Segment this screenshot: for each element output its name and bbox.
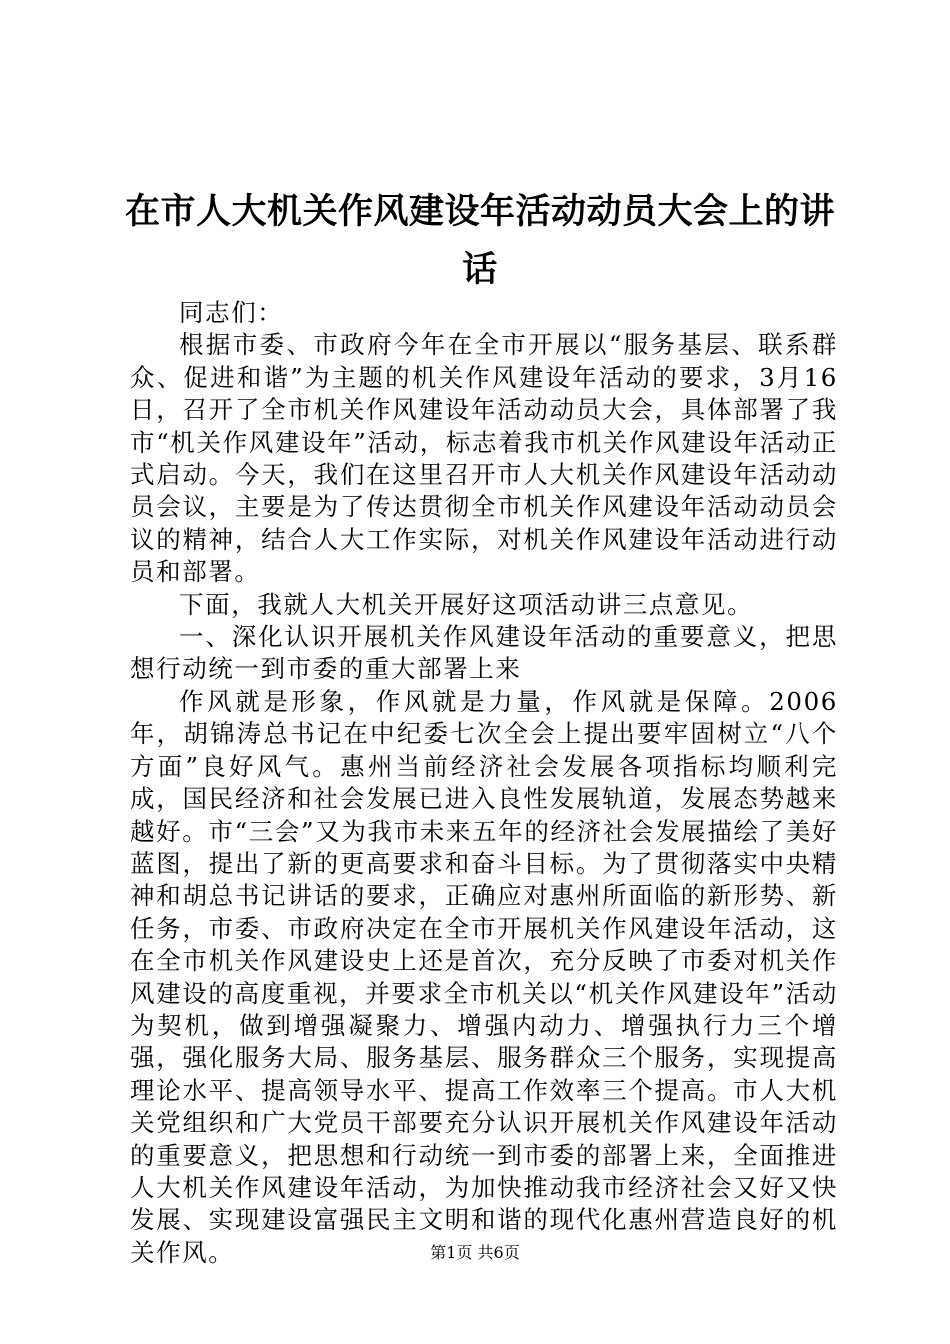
- document-body: [130, 297, 838, 1269]
- section-body-paragraph: 作风就是形象，作风就是力量，作风就是保障。2006年，胡锦涛总书记在中纪委七次全会上提出要牢固树立“八个方面”良好风气。惠州当前经济社会发展各项指标均顺利完成，国民经济和社会发展已进入良性发展轨道，发展态势越来越好。市“三会”又为我市未来五年的经济社会发展描绘了美好蓝图，提出了新的更高要求和奋斗目标。为了贯彻落实中央精神和胡总书记讲话的要求，正确应对惠州所面临的新形势、新任务，市委、市政府决定在全市开展机关作风建设年活动，这在全市机关作风建设史上还是首次，充分反映了市委对机关作风建设的高度重视，并要求全市机关以“机关作风建设年”活动为契机，做到增强凝聚力、增强内动力、增强执行力三个增强，强化服务大局、服务基层、服务群众三个服务，实现提高理论水平、提高领导水平、提高工作效率三个提高。市人大机关党组织和广大党员干部要充分认识开展机关作风建设年活动的重要意义，把思想和行动统一到市委的部署上来，全面推进人大机关作风建设年活动，为加快推动我市经济社会又好又快发展、实现建设富强民主文明和谐的现代化惠州营造良好的机关作风。: [130, 686, 838, 1267]
- outline-paragraph: 下面，我就人大机关开展好这项活动讲三点意见。: [179, 589, 754, 619]
- section-heading-1: 一、深化认识开展机关作风建设年活动的重要意义，把思想行动统一到市委的重大部署上来: [130, 622, 838, 684]
- page-number-footer: 第1页 共6页: [430, 1243, 520, 1262]
- document-title: 在市人大机关作风建设年活动动员大会上的讲话: [124, 191, 835, 290]
- intro-paragraph: 根据市委、市政府今年在全市开展以“服务基层、联系群众、促进和谐”为主题的机关作风建设年活动的要求，3月16日，召开了全市机关作风建设年活动动员大会，具体部署了我市“机关作风建设年”活动，标志着我市机关作风建设年活动正式启动。今天，我们在这里召开市人大机关作风建设年活动动员会议，主要是为了传达贯彻全市机关作风建设年活动动员会议的精神，结合人大工作实际，对机关作风建设年活动进行动员和部署。: [130, 330, 838, 587]
- salutation-paragraph: 同志们：: [179, 298, 284, 327]
